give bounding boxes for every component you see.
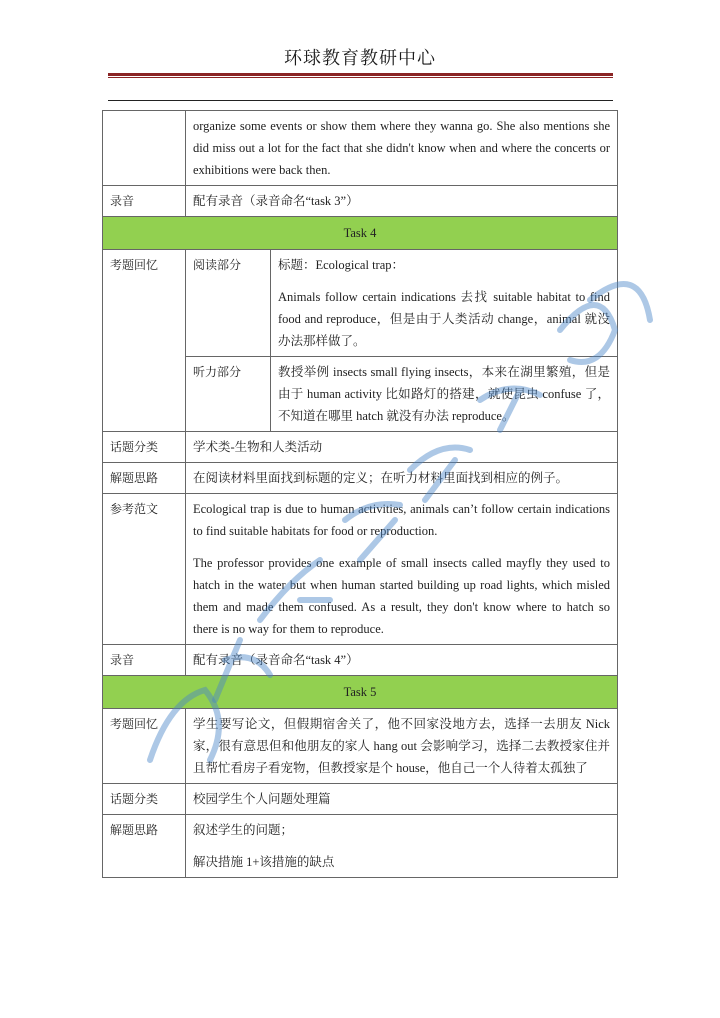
table-row [103, 111, 618, 186]
topic-label: 话题分类 [103, 432, 186, 463]
empty-label-cell [103, 111, 186, 186]
table-row [103, 432, 618, 463]
page-header-title: 环球教育教研中心 [284, 48, 436, 69]
approach-cell [186, 815, 618, 878]
task-band [103, 676, 618, 709]
reading-label: 阅读部分 [186, 250, 271, 357]
table-row [103, 709, 618, 784]
topic-label: 话题分类 [103, 784, 186, 815]
sample-label: 参考范文 [103, 494, 186, 645]
listening-text: 教授举例 insects small flying insects，本来在湖里繁殖，但是由于 human activity 比如路灯的搭建，就使昆虫 confuse 了，不知道在哪里 hatch 就没有办法 reproduce。 [271, 357, 618, 432]
task-band [103, 217, 618, 250]
recall-label: 考题回忆 [103, 709, 186, 784]
recording-label: 录音 [103, 645, 186, 676]
header-rule-black [108, 100, 613, 101]
task-table [102, 110, 618, 878]
approach-label: 解题思路 [103, 815, 186, 878]
table-row [103, 815, 618, 878]
table-row [103, 250, 618, 357]
approach-value: 在阅读材料里面找到标题的定义；在听力材料里面找到相应的例子。 [186, 463, 618, 494]
recall-value: 学生要写论文，但假期宿舍关了，他不回家没地方去，选择一去朋友 Nick 家，很有意思但和他朋友的家人 hang out 会影响学习，选择二去教授家住并且帮忙看房子看宠物，但教授家是个 house，他自己一个人待着太孤独了 [186, 709, 618, 784]
sample-paragraph-2: The professor provides one example of small insects called mayfly they used to hatch in the water but when human started building up road lights, which misled them and made them confused. As a result, they don't know where to hatch so there is no way for them to reproduce. [193, 556, 610, 636]
header-rule-thin [108, 77, 613, 78]
reading-title: 标题：Ecological trap： [278, 258, 405, 272]
reading-cell [271, 250, 618, 357]
task-title: Task 4 [103, 217, 618, 250]
listening-label: 听力部分 [186, 357, 271, 432]
reading-text: Animals follow certain indications 去找 suitable habitat to find food and reproduce，但是由于人类活动 change，animal 就没办法那样做了。 [278, 290, 610, 348]
header-rule-thick [108, 73, 613, 76]
approach-label: 解题思路 [103, 463, 186, 494]
recall-label: 考题回忆 [103, 250, 186, 432]
topic-value: 校园学生个人问题处理篇 [186, 784, 618, 815]
recording-value: 配有录音（录音命名“task 4”） [186, 645, 618, 676]
table-row [103, 784, 618, 815]
sample-paragraph-1: Ecological trap is due to human activities, animals can’t follow certain indications to find suitable habitats for food or reproduction. [193, 502, 610, 538]
table-row [103, 494, 618, 645]
topic-value: 学术类-生物和人类活动 [186, 432, 618, 463]
recording-value: 配有录音（录音命名“task 3”） [186, 186, 618, 217]
table-row [103, 645, 618, 676]
approach-line-2: 解决措施 1+该措施的缺点 [193, 855, 335, 869]
sample-cell [186, 494, 618, 645]
table-row [103, 186, 618, 217]
approach-line-1: 叙述学生的问题； [193, 823, 294, 837]
task-title: Task 5 [103, 676, 618, 709]
continued-text: organize some events or show them where they wanna go. She also mentions she did miss out a lot for the fact that she didn't know when and where the concerts or exhibitions were back then. [186, 111, 618, 186]
recording-label: 录音 [103, 186, 186, 217]
table-row [103, 463, 618, 494]
